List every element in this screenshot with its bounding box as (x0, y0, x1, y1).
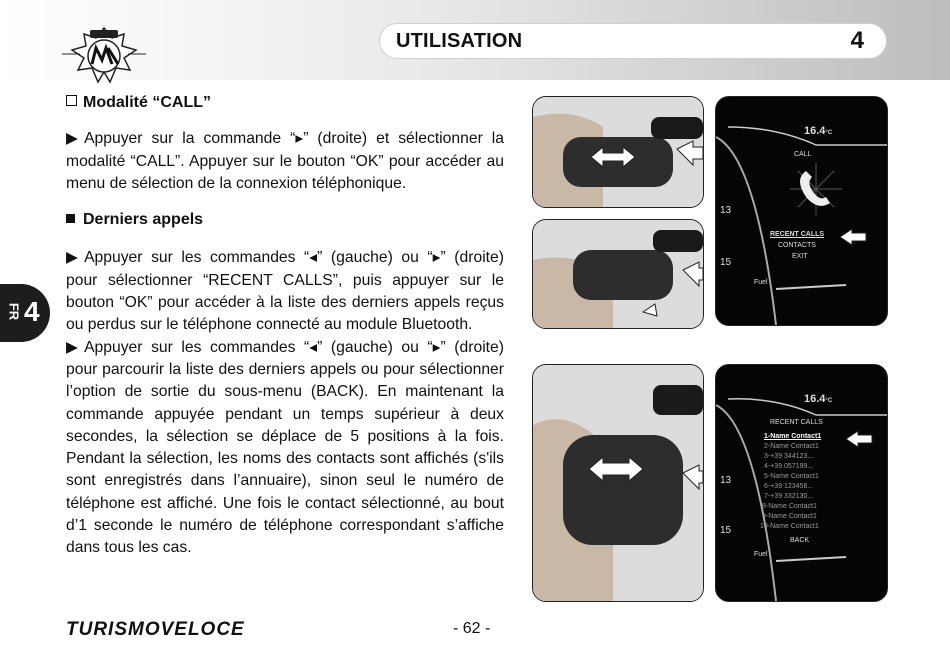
screen2-list-1: 1-Name Contact1 (764, 433, 822, 440)
screen2-list-3: 3-+39 344123... (764, 453, 814, 460)
screen2-list-4: 4-+39 057199... (764, 463, 814, 470)
dashboard-screen-call (715, 96, 888, 326)
language-label: FR (6, 302, 22, 321)
screen1-tick-13: 13 (720, 205, 732, 216)
paragraph-recent-2: ▶ Appuyer sur les commandes “◂” (gauche) ou “▸” (droite) pour parcourir la liste des derniers appels ou pour sélectionner l’option de sortie du sous-menu (BACK). En maintenant la commande appuyée pendant un temps supérieur à deux secondes, la sélection se déplace de 5 positions à la fois. Pendant la sélection, les noms des contacts sont affichés (s'ils sont enregistrés dans l’annuaire), sinon seul le numéro de téléphone est affiché. Une fois le contact sélectionné, au bout d’1 seconde le numéro de téléphone correspondant s’affiche dans tous les cas. (66, 338, 504, 557)
page-number: - 62 - (453, 620, 491, 637)
side-chapter-number: 4 (24, 296, 40, 327)
header-pill (380, 24, 886, 58)
screen1-tick-15: 15 (720, 257, 732, 268)
screen2-list-7: 7-+39 332130... (764, 493, 814, 500)
triangle-bullet-icon: ▶ (66, 130, 79, 148)
screen2-temp: 16.4°C (804, 393, 833, 405)
screen2-title: RECENT CALLS (770, 419, 823, 426)
dashboard-screen-recent-calls (715, 364, 888, 602)
screen1-menu-recent: RECENT CALLS (770, 231, 825, 238)
screen1-menu-exit: EXIT (792, 253, 808, 260)
screen2-list-2: 2-Name Contact1 (764, 443, 819, 450)
section-heading-call: Modalité “CALL” (66, 92, 504, 114)
screen2-list-10: 10-Name Contact1 (760, 523, 819, 530)
page-title: UTILISATION (396, 30, 523, 52)
triangle-bullet-icon: ▶ (66, 249, 79, 267)
chapter-number: 4 (850, 27, 864, 54)
screen2-tick-13: 13 (720, 475, 732, 486)
paragraph-recent-1: ▶ Appuyer sur les commandes “◂” (gauche) ou “▸” (droite) pour sélectionner “RECENT CALLS”, puis appuyer sur le bouton “OK” pour accéder à la liste des derniers appels reçus ou perdus sur le téléphone connecté au module Bluetooth. (66, 249, 504, 334)
screen2-list-9: 9-Name Contact1 (762, 513, 817, 520)
screen1-mode: CALL (794, 151, 812, 158)
checkbox-bullet-icon (66, 95, 77, 106)
screen2-fuel: Fuel (754, 551, 768, 558)
screen2-list-5: 5-Name Contact1 (764, 473, 819, 480)
screen2-list-8: 8-Name Contact1 (762, 503, 817, 510)
language-tab (0, 284, 50, 342)
square-bullet-icon (66, 214, 75, 223)
paragraph-call: ▶ Appuyer sur la commande “▸” (droite) et sélectionner la modalité “CALL”. Appuyer sur le bouton “OK” pour accéder au menu de sélection de la connexion téléphonique. (66, 130, 504, 192)
screen1-fuel: Fuel (754, 279, 768, 286)
text-column (66, 92, 504, 560)
section-heading-recent: Derniers appels (66, 209, 504, 231)
screen2-list-6: 6-+39 123456... (764, 483, 814, 490)
handlebar-photo-right (532, 96, 704, 208)
handlebar-photo-ok (532, 219, 704, 329)
screen1-temp: 16.4°C (804, 125, 833, 137)
screen2-tick-15: 15 (720, 525, 732, 536)
screen1-menu-contacts: CONTACTS (778, 242, 816, 249)
triangle-bullet-icon: ▶ (66, 338, 79, 356)
screen2-back: BACK (790, 537, 810, 544)
footer-brand: TURISMOVELOCE (66, 619, 245, 640)
handlebar-photo-scroll (532, 364, 704, 602)
mv-agusta-logo (60, 24, 148, 86)
